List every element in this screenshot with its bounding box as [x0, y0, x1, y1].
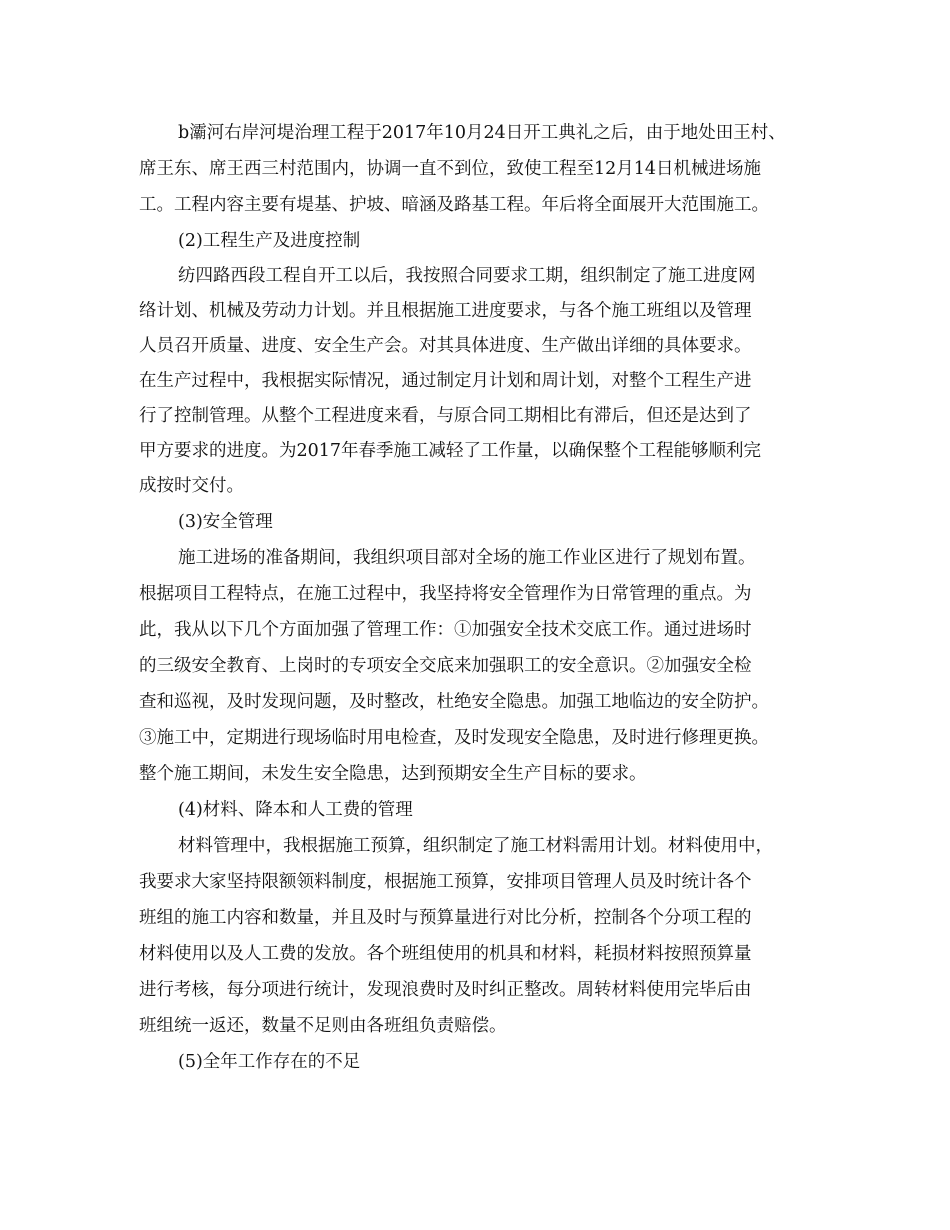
body-line: 根据项目工程特点，在施工过程中，我坚持将安全管理作为日常管理的重点。为 [139, 584, 752, 604]
body-line: 成按时交付。 [139, 476, 244, 496]
section-heading: (2)工程生产及进度控制 [178, 231, 361, 251]
body-line: 的三级安全教育、上岗时的专项安全交底来加强职工的安全意识。②加强安全检 [139, 656, 752, 676]
body-line: ③施工中，定期进行现场临时用电检查，及时发现安全隐患，及时进行修理更换。 [139, 728, 769, 748]
body-line: 整个施工期间，未发生安全隐患，达到预期安全生产目标的要求。 [139, 764, 647, 784]
body-line: 材料管理中，我根据施工预算，组织制定了施工材料需用计划。材料使用中， [178, 836, 773, 856]
body-line: 班组的施工内容和数量，并且及时与预算量进行对比分析，控制各个分项工程的 [139, 908, 752, 928]
body-line: 行了控制管理。从整个工程进度来看，与原合同工期相比有滞后，但还是达到了 [139, 406, 752, 426]
body-line: 纺四路西段工程自开工以后，我按照合同要求工期，组织制定了施工进度网 [178, 266, 756, 286]
body-line: 此，我从以下几个方面加强了管理工作：①加强安全技术交底工作。通过进场时 [139, 620, 752, 640]
section-heading: (5)全年工作存在的不足 [178, 1052, 361, 1072]
section-heading: (4)材料、降本和人工费的管理 [178, 800, 413, 820]
body-line: 进行考核，每分项进行统计，发现浪费时及时纠正整改。周转材料使用完毕后由 [139, 980, 752, 1000]
body-line: 施工进场的准备期间，我组织项目部对全场的施工作业区进行了规划布置。 [178, 548, 756, 568]
body-line: 甲方要求的进度。为2017年春季施工减轻了工作量，以确保整个工程能够顺利完 [139, 441, 762, 461]
section-heading: (3)安全管理 [178, 512, 273, 532]
body-line: b灞河右岸河堤治理工程于2017年10月24日开工典礼之后，由于地处田王村、 [178, 123, 786, 143]
body-line: 班组统一返还，数量不足则由各班组负责赔偿。 [139, 1016, 507, 1036]
body-line: 席王东、席王西三村范围内，协调一直不到位，致使工程至12月14日机械进场施 [139, 159, 762, 179]
body-line: 工。工程内容主要有堤基、护坡、暗涵及路基工程。年后将全面展开大范围施工。 [139, 195, 769, 215]
body-line: 我要求大家坚持限额领料制度，根据施工预算，安排项目管理人员及时统计各个 [139, 872, 752, 892]
body-line: 材料使用以及人工费的发放。各个班组使用的机具和材料，耗损材料按照预算量 [139, 944, 752, 964]
body-line: 在生产过程中，我根据实际情况，通过制定月计划和周计划，对整个工程生产进 [139, 371, 752, 391]
body-line: 查和巡视，及时发现问题，及时整改，杜绝安全隐患。加强工地临边的安全防护。 [139, 692, 769, 712]
body-line: 络计划、机械及劳动力计划。并且根据施工进度要求，与各个施工班组以及管理 [139, 301, 752, 321]
body-line: 人员召开质量、进度、安全生产会。对其具体进度、生产做出详细的具体要求。 [139, 336, 752, 356]
